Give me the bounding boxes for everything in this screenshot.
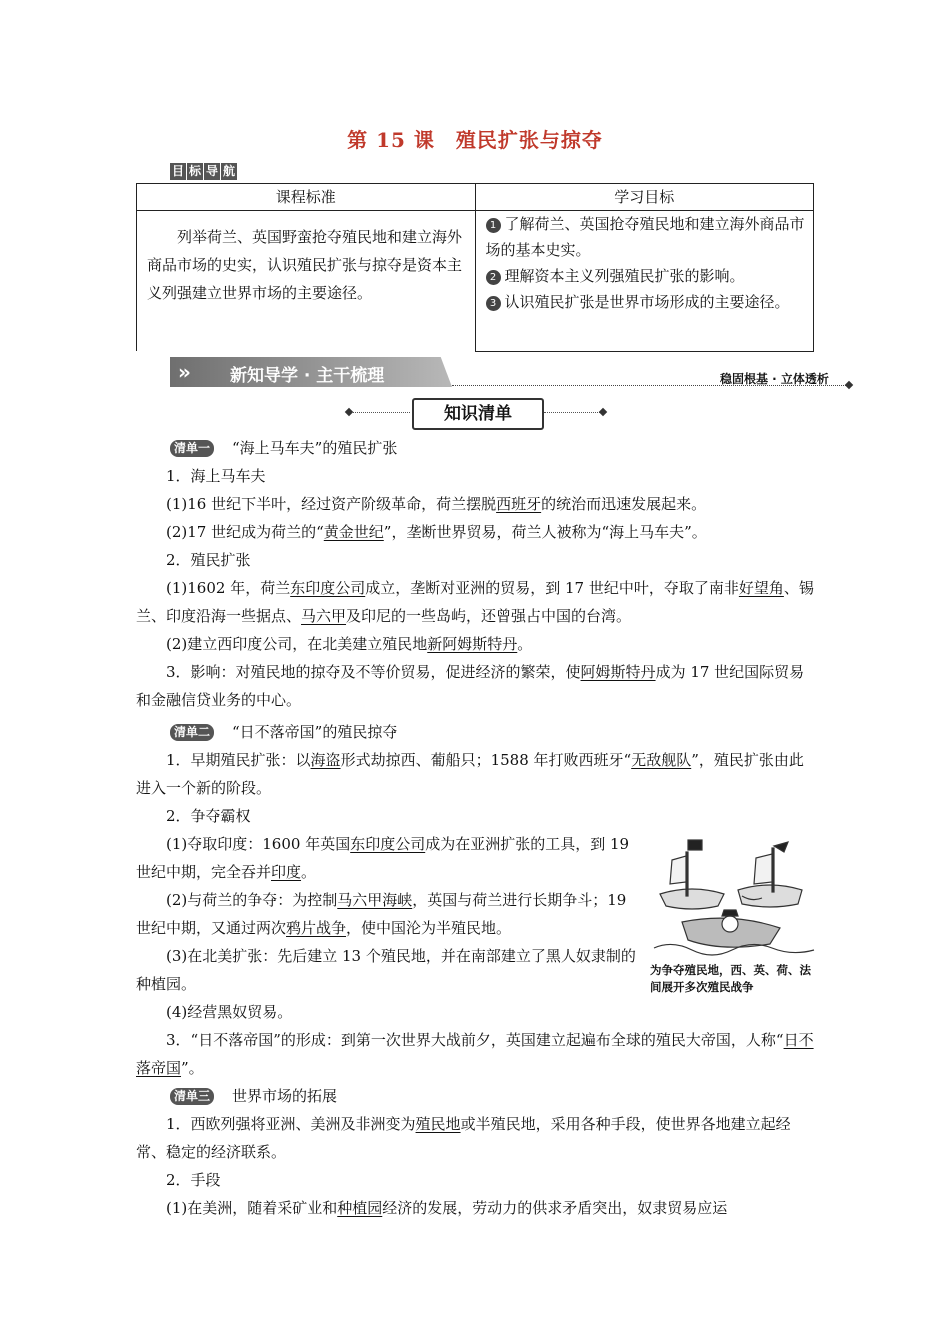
section-heading: 清单三 世界市场的拓展	[136, 1082, 816, 1110]
naval-battle-illustration	[652, 832, 816, 958]
banner-title: 新知导学 · 主干梳理	[230, 366, 385, 386]
lesson-title: 第 15 课 殖民扩张与掠夺	[347, 128, 603, 152]
goal-item: 1 了解荷兰、英国抢夺殖民地和建立海外商品市场的基本史实。	[485, 215, 805, 259]
diamond-icon	[599, 408, 607, 416]
paragraph: (1)夺取印度：1600 年英国东印度公司成为在亚洲扩张的工具，到 19 世纪中期，完全吞并印度。	[136, 835, 630, 881]
goals-list	[475, 211, 814, 352]
subheading: 1．海上马车夫	[166, 467, 266, 485]
divider	[350, 412, 410, 413]
section-2-end	[136, 1026, 816, 1082]
paragraph: (2)17 世纪成为荷兰的“黄金世纪”，垄断世界贸易，荷兰人被称为“海上马车夫”。	[166, 523, 707, 541]
goals-header: 学习目标	[475, 184, 814, 211]
paragraph: 1．西欧列强将亚洲、美洲及非洲变为殖民地或半殖民地，采用各种手段，使世界各地建立起经常、稳定的经济联系。	[136, 1115, 791, 1161]
section-2	[136, 718, 816, 830]
paragraph: (2)与荷兰的争夺：为控制马六甲海峡，英国与荷兰进行长期争斗；19 世纪中期，又通过两次鸦片战争，使中国沦为半殖民地。	[136, 891, 627, 937]
goal-nav-label: 目 标 导 航	[172, 164, 236, 178]
goal-item: 3 认识殖民扩张是世界市场形成的主要途径。	[486, 289, 808, 315]
diamond-icon	[845, 381, 853, 389]
paragraph: (3)在北美扩张：先后建立 13 个殖民地，并在南部建立了黑人奴隶制的种植园。	[136, 947, 636, 993]
section-heading: 清单一 “海上马车夫”的殖民扩张	[136, 434, 816, 462]
section-1	[136, 434, 816, 714]
paragraph: 3．“日不落帝国”的形成：到第一次世界大战前夕，英国建立起遍布全球的殖民大帝国，人称“日不落帝国”。	[136, 1031, 814, 1077]
paragraph: (1)在美洲，随着采矿业和种植园经济的发展，劳动力的供求矛盾突出，奴隶贸易应运	[166, 1199, 728, 1217]
standard-text: 列举荷兰、英国野蛮抢夺殖民地和建立海外商品市场的史实，认识殖民扩张与掠夺是资本主义列强建立世界市场的主要途径。	[137, 211, 476, 352]
goal-item: 2 理解资本主义列强殖民扩张的影响。	[486, 263, 808, 289]
double-chevron-icon: »	[178, 360, 191, 384]
paragraph: 3．影响：对殖民地的掠夺及不等价贸易，促进经济的繁荣，使阿姆斯特丹成为 17 世纪国际贸易和金融信贷业务的中心。	[136, 663, 805, 709]
paragraph: (2)建立西印度公司，在北美建立殖民地新阿姆斯特丹。	[166, 635, 533, 653]
banner-subtitle: 稳固根基 · 立体透析	[720, 372, 829, 386]
subheading: 2．争夺霸权	[166, 807, 251, 825]
paragraph: (1)16 世纪下半叶，经过资产阶级革命，荷兰摆脱西班牙的统治而迅速发展起来。	[166, 495, 707, 513]
paragraph: (4)经营黑奴贸易。	[166, 1003, 293, 1021]
standards-table	[136, 183, 814, 352]
divider	[544, 412, 604, 413]
paragraph: (1)1602 年，荷兰东印度公司成立，垄断对亚洲的贸易，到 17 世纪中叶，夺取了南非好望角、锡兰、印度沿海一些据点、马六甲及印尼的一些岛屿，还曾强占中国的台湾。	[136, 579, 814, 625]
section-heading: 清单二 “日不落帝国”的殖民掠夺	[136, 718, 816, 746]
section-2-wrap	[136, 830, 636, 1026]
subheading: 2．手段	[166, 1171, 221, 1189]
standard-header: 课程标准	[137, 184, 476, 211]
diamond-icon	[345, 408, 353, 416]
knowledge-list-title: 知识清单	[412, 398, 544, 430]
paragraph: 1．早期殖民扩张：以海盗形式劫掠西、葡船只；1588 年打败西班牙“无敌舰队”，殖民扩张由此进入一个新的阶段。	[136, 751, 804, 797]
illustration-caption: 为争夺殖民地，西、英、荷、法间展开多次殖民战争	[650, 963, 811, 994]
subheading: 2．殖民扩张	[166, 551, 251, 569]
section-3	[136, 1082, 816, 1222]
